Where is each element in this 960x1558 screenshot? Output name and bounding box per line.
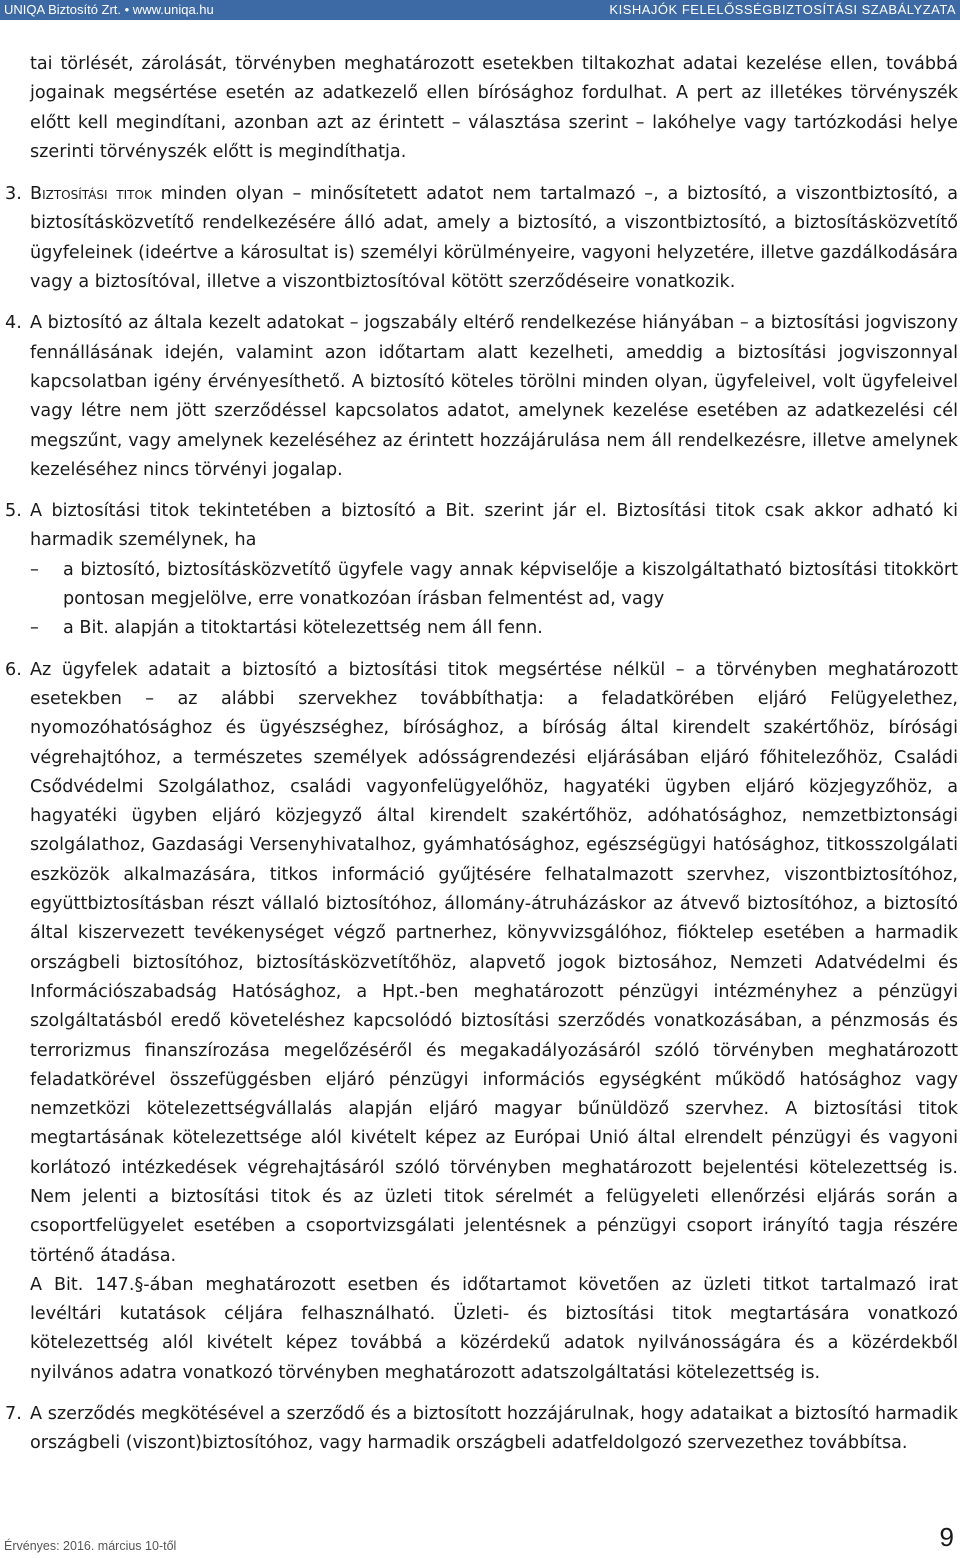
section-3 bbox=[5, 180, 958, 297]
defined-term: Biztosítási titok bbox=[30, 184, 152, 205]
document-body bbox=[5, 50, 958, 1459]
validity-date: Érvényes: 2016. március 10-től bbox=[4, 1539, 177, 1553]
section-7 bbox=[5, 1400, 958, 1459]
section-6 bbox=[5, 656, 958, 1388]
section-text: A biztosító az általa kezelt adatokat – jogszabály eltérő rendelkezése hiányában – a biztosítási jogviszony fennállásának idején, valamint azon időtartam alatt kezelheti, ameddig a biztosítási jogviszonnyal kapcsolatban igény érvényesíthető. A biztosító köteles törölni minden olyan, ügyfeleivel, volt ügyfeleivel vagy létre nem jött szerződéssel kapcsolatos adatot, amelynek kezelése esetében az adatkezelési cél megszűnt, vagy amelynek kezeléséhez az érintett hozzájárulása nem áll rendelkezésre, illetve amelynek kezeléséhez nincs törvényi jogalap. bbox=[30, 313, 958, 480]
section-number: 6. bbox=[5, 659, 22, 680]
section-4 bbox=[5, 309, 958, 485]
condition-list bbox=[30, 556, 958, 644]
section-5 bbox=[5, 497, 958, 643]
header-document-title: KISHAJÓK FELELŐSSÉGBIZTOSÍTÁSI SZABÁLYZATA bbox=[609, 2, 956, 17]
section-number: 3. bbox=[5, 184, 22, 205]
section-text: minden olyan – minősítetett adatot nem tartalmazó –, a biztosító, a viszontbiztosító, a biztosításközvetítő rendelkezésére álló adat, amely a biztosító, a viszontbiztosító, a biztosításközvetítő ügyfeleinek (ideértve a károsultat is) személyi körülményeire, vagyoni helyzetére, illetve gazdálkodására vagy a biztosítóval, illetve a viszontbiztosítóval kötött szerződéseire vonatkozik. bbox=[30, 184, 958, 293]
dash-bullet: – bbox=[30, 618, 39, 639]
page-header bbox=[0, 0, 960, 20]
section-text: A biztosítási titok tekintetében a biztosító a Bit. szerint jár el. Biztosítási titok csak akkor adható ki harmadik személynek, ha bbox=[30, 501, 958, 551]
page-number: 9 bbox=[939, 1522, 954, 1552]
list-item: – a Bit. alapján a titoktartási kötelezettség nem áll fenn. bbox=[30, 614, 958, 643]
dash-bullet: – bbox=[30, 559, 39, 580]
intro-paragraph: tai törlését, zárolását, törvényben meghatározott esetekben tiltakozhat adatai kezelése ellen, továbbá jogainak megsértése esetén az adatkezelő ellen bírósághoz fordulhat. A pert az illetékes törvényszék előtt kell megindítani, azonban azt az érintett – választása szerint – lakóhelye vagy tartózkodási helye szerinti törvényszék előtt is megindíthatja. bbox=[30, 54, 958, 162]
header-company: UNIQA Biztosító Zrt. • www.uniqa.hu bbox=[4, 2, 214, 17]
section-text: A szerződés megkötésével a szerződő és a biztosított hozzájárulnak, hogy adataikat a biztosító harmadik országbeli (viszont)biztosítóhoz, vagy harmadik országbeli adatfeldolgozó szervezethez továbbítsa. bbox=[30, 1404, 958, 1454]
section-text-continued: A Bit. 147.§-ában meghatározott esetben és időtartamot követően az üzleti titkot tartalmazó irat levéltári kutatások céljára felhasználható. Üzleti- és biztosítási titok megtartására vonatkozó kötelezettség alól kivételt képez továbbá a közérdekű adatok nyilvánosságára és a közérdekből nyilvános adatra vonatkozó törvényben meghatározott adatszolgáltatási kötelezettség is. bbox=[30, 1274, 958, 1383]
section-number: 7. bbox=[5, 1404, 22, 1425]
list-item: – a biztosító, biztosításközvetítő ügyfele vagy annak képviselője a kiszolgáltatható biztosítási titokkört pontosan megjelölve, erre vonatkozóan írásban felmentést ad, vagy bbox=[30, 556, 958, 615]
section-number: 5. bbox=[5, 501, 22, 522]
section-text: Az ügyfelek adatait a biztosító a biztosítási titok megsértése nélkül – a törvényben meghatározott esetekben – az alábbi szervekhez továbbíthatja: a feladatkörében eljáró Felügyelethez, nyomozóhatósághoz és ügyészséghez, bírósághoz, a bíróság által kirendelt szakértőhöz, bírósági végrehajtóhoz, a természetes személyek adósságrendezési eljárásában eljáró főhitelezőhöz, Családi Csődvédelmi Szolgálathoz, családi vagyonfelügyelőhöz, hagyatéki ügyben eljáró közjegyzőhöz, a hagyatéki ügyben eljáró közjegyző által kirendelt szakértőhöz, adóhatósághoz, nemzetbiztonsági szolgálathoz, Gazdasági Versenyhivatalhoz, gyámhatósághoz, egészségügyi hatósághoz, titkosszolgálati eszközök alkalmazására, titkos információ gyűjtésére felhatalmazott szervhez, viszontbiztosítóhoz, együttbiztosításban részt vállaló biztosítóhoz, állomány-átruházáskor az átvevő biztosítóhoz, a biztosító által kiszervezett tevékenységet végző partnerhez, könyvvizsgálóhoz, fióktelep esetében a harmadik országbeli biztosítóhoz, biztosításközvetítőhöz, alapvető jogok biztosához, Nemzeti Adatvédelmi és Információszabadság Hatósághoz, a Hpt.-ben meghatározott pénzügyi intézményhez a pénzügyi szolgáltatásból eredő követeléshez kapcsolódó biztosítási szerződés vonatkozásában, a pénzmosás és terrorizmus finanszírozása megelőzéséről és megakadályozásáról szóló törvényben meghatározott feladatkörével összefüggésben eljáró pénzügyi információs egységként működő hatósághoz vagy nemzetközi kötelezettségvállalás alapján eljáró magyar bűnüldöző szervhez. A biztosítási titok megtartásának kötelezettsége alól kivételt képez az Európai Unió által elrendelt pénzügyi és vagyoni korlátozó intézkedések végrehajtásáról szóló törvényben meghatározott bejelentési kötelezettség is. Nem jelenti a biztosítási titok és az üzleti titok sérelmét a felügyeleti ellenőrzési eljárás során a csoportfelügyelet esetében a csoportvizsgálati jelentésnek a pénzügyi csoport irányító tagja részére történő átadása. bbox=[30, 659, 958, 1266]
section-number: 4. bbox=[5, 313, 22, 334]
